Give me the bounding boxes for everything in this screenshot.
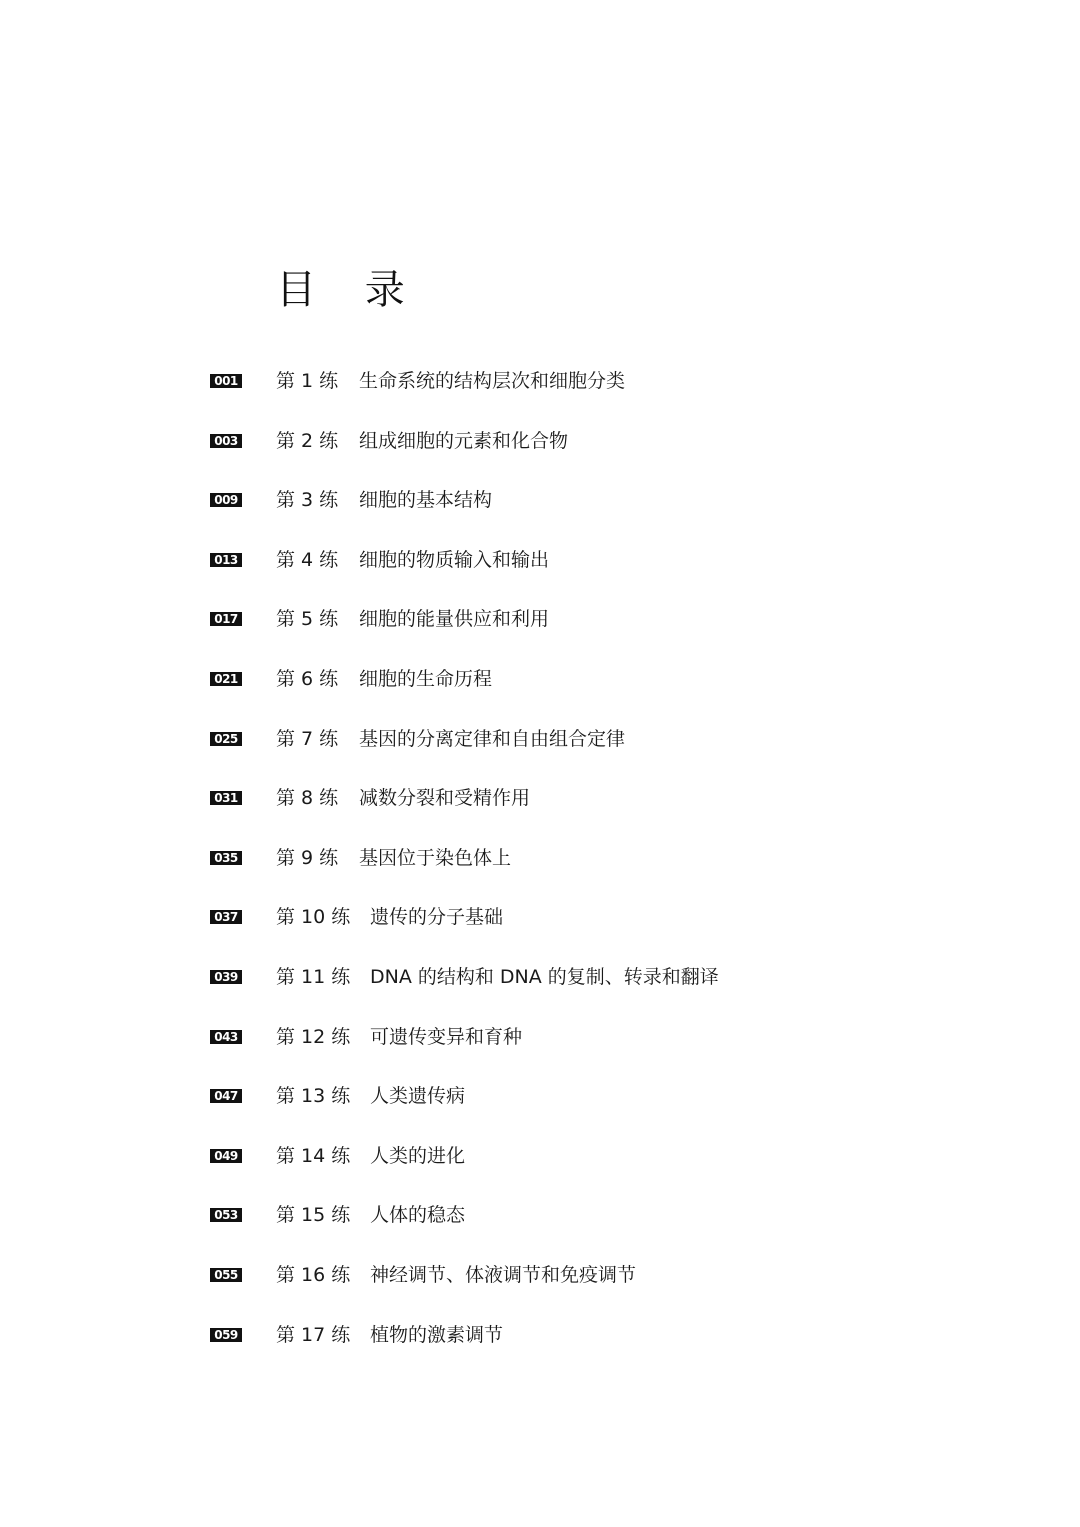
lesson-number: 第 4 练 (276, 548, 339, 571)
lesson-title: 遗传的分子基础 (370, 906, 504, 929)
lesson-number: 第 1 练 (276, 370, 339, 392)
lesson-number: 第 6 练 (276, 667, 339, 690)
page-number-badge: 049 (210, 1149, 242, 1163)
page-number-badge: 025 (210, 732, 242, 746)
toc-entry[interactable] (0, 1194, 1080, 1254)
toc-title: 目 录 (276, 267, 423, 313)
page-number-badge: 009 (210, 493, 242, 507)
page-number-badge: 017 (210, 612, 242, 626)
lesson-title: 植物的激素调节 (370, 1323, 504, 1346)
lesson-number: 第 7 练 (276, 727, 339, 750)
toc-entry[interactable] (0, 658, 1080, 718)
lesson-number: 第 14 练 (276, 1144, 351, 1167)
lesson-number: 第 12 练 (276, 1025, 351, 1048)
lesson-number: 第 16 练 (276, 1263, 351, 1286)
lesson-title: 基因的分离定律和自由组合定律 (359, 727, 626, 750)
toc-entry[interactable] (0, 718, 1080, 778)
lesson-title: 神经调节、体液调节和免疫调节 (370, 1263, 637, 1286)
lesson-title: 生命系统的结构层次和细胞分类 (359, 370, 626, 392)
toc-entry[interactable] (0, 896, 1080, 956)
lesson-title: 细胞的能量供应和利用 (359, 608, 550, 631)
lesson-title: DNA 的结构和 DNA 的复制、转录和翻译 (370, 965, 719, 988)
page-number-badge: 037 (210, 910, 242, 924)
lesson-number: 第 10 练 (276, 906, 351, 929)
lesson-number: 第 3 练 (276, 489, 339, 512)
toc-entry[interactable] (0, 1016, 1080, 1076)
page-number-badge: 035 (210, 851, 242, 865)
toc-entry[interactable] (0, 1254, 1080, 1314)
lesson-title: 细胞的生命历程 (359, 667, 493, 690)
lesson-title: 基因位于染色体上 (359, 846, 512, 869)
page-number-badge: 047 (210, 1089, 242, 1103)
page-number-badge: 003 (210, 434, 242, 448)
lesson-title: 细胞的基本结构 (359, 489, 493, 512)
toc-entry[interactable] (0, 1314, 1080, 1374)
toc-entry[interactable] (0, 598, 1080, 658)
toc-entry[interactable] (0, 420, 1080, 480)
page-number-badge: 053 (210, 1208, 242, 1222)
lesson-number: 第 17 练 (276, 1323, 351, 1346)
lesson-title: 组成细胞的元素和化合物 (359, 429, 569, 452)
toc-entry[interactable] (0, 1075, 1080, 1135)
toc-entry[interactable] (0, 837, 1080, 897)
page-number-badge: 001 (210, 374, 242, 388)
page-number-badge: 021 (210, 672, 242, 686)
lesson-title: 人体的稳态 (370, 1204, 466, 1227)
toc-list (0, 360, 1080, 1373)
lesson-number: 第 13 练 (276, 1085, 351, 1108)
lesson-number: 第 2 练 (276, 429, 339, 452)
toc-entry[interactable] (0, 1135, 1080, 1195)
page-number-badge: 055 (210, 1268, 242, 1282)
lesson-title: 细胞的物质输入和输出 (359, 548, 550, 571)
page-number-badge: 031 (210, 791, 242, 805)
lesson-number: 第 9 练 (276, 846, 339, 869)
page-number-badge: 059 (210, 1328, 242, 1342)
lesson-number: 第 11 练 (276, 965, 351, 988)
page-number-badge: 039 (210, 970, 242, 984)
lesson-title: 可遗传变异和育种 (370, 1025, 523, 1048)
lesson-title: 人类遗传病 (370, 1085, 466, 1108)
lesson-title: 减数分裂和受精作用 (359, 787, 531, 810)
toc-entry[interactable] (0, 479, 1080, 539)
lesson-number: 第 5 练 (276, 608, 339, 631)
page-number-badge: 043 (210, 1030, 242, 1044)
lesson-number: 第 8 练 (276, 787, 339, 810)
page-number-badge: 013 (210, 553, 242, 567)
lesson-title: 人类的进化 (370, 1144, 466, 1167)
lesson-number: 第 15 练 (276, 1204, 351, 1227)
toc-entry[interactable] (0, 360, 1080, 420)
toc-entry[interactable] (0, 777, 1080, 837)
toc-entry[interactable] (0, 956, 1080, 1016)
toc-entry[interactable] (0, 539, 1080, 599)
